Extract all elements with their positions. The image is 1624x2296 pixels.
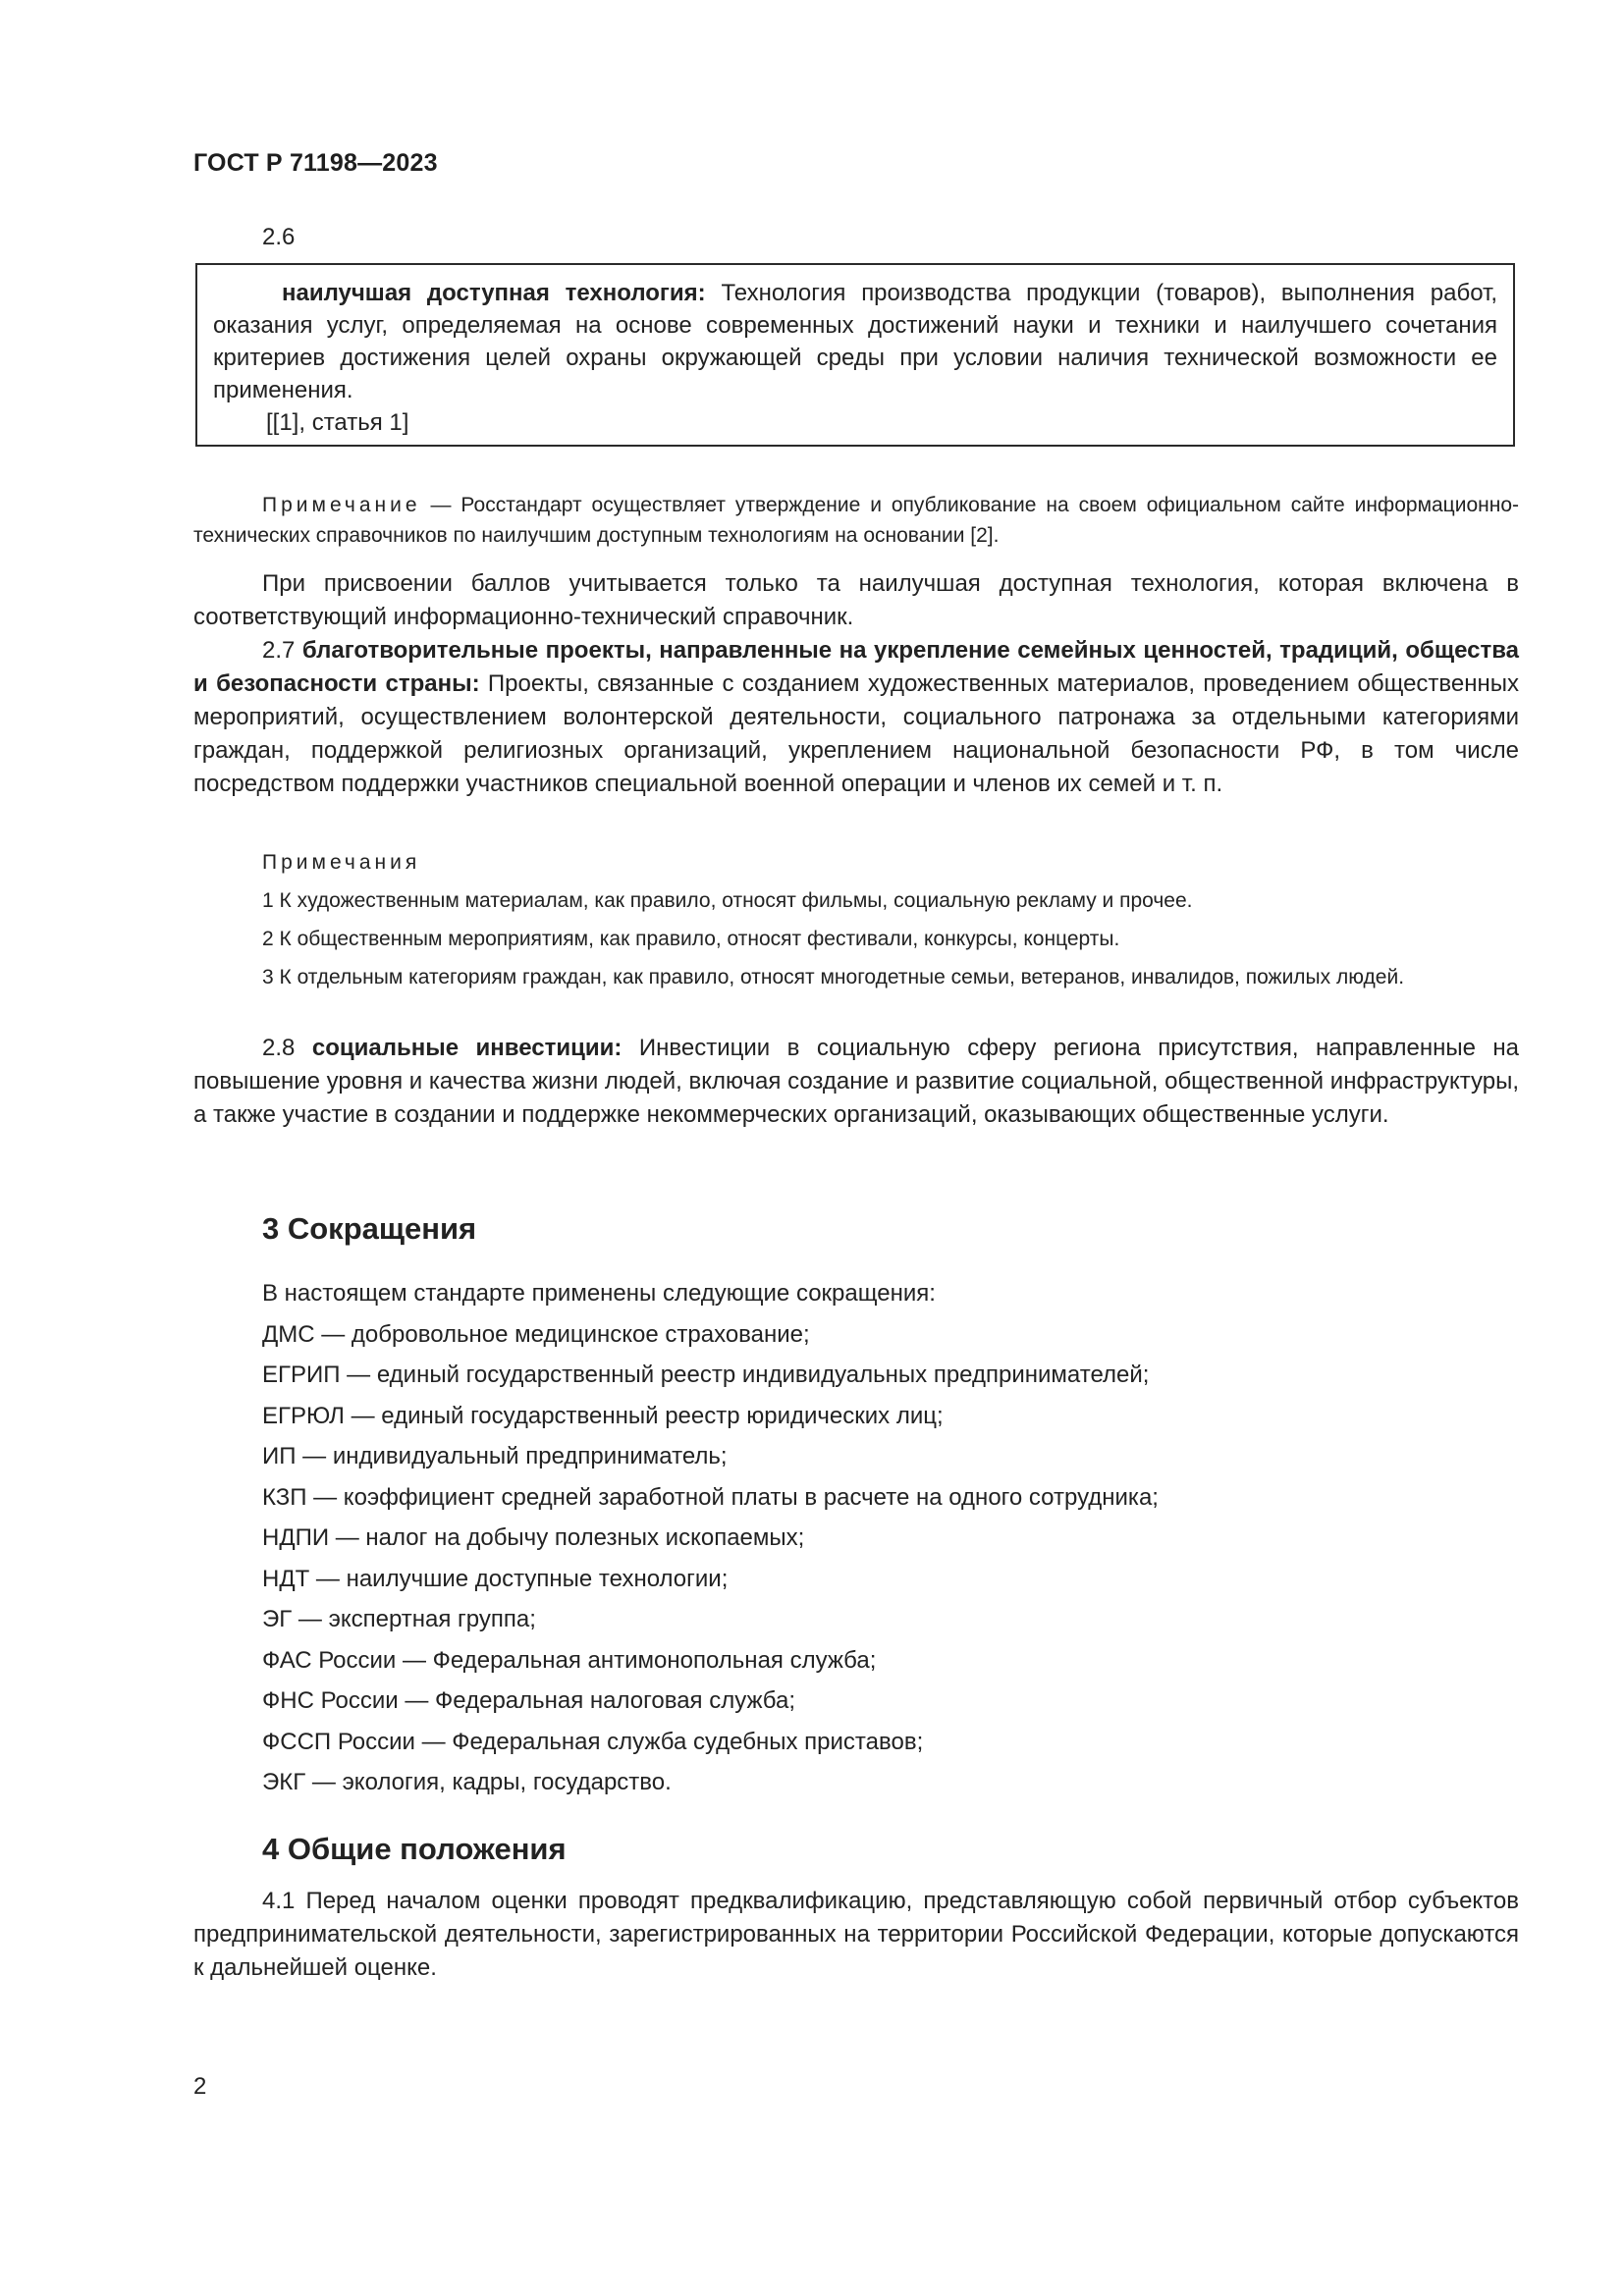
abbreviations-list bbox=[262, 1273, 1159, 1803]
notes-2-7 bbox=[193, 847, 1519, 992]
abbreviation-item: НДТ — наилучшие доступные технологии; bbox=[262, 1565, 729, 1592]
note-item: 2 К общественным мероприятиям, как правило, относят фестивали, конкурсы, концерты. bbox=[262, 928, 1120, 950]
term-number-2-6: 2.6 bbox=[262, 224, 296, 250]
term-2-7-title: благотворительные проекты, направленные на укрепление семейных ценностей, традиций, общества и безопасности страны: bbox=[193, 637, 1519, 697]
term-2-6-definition bbox=[213, 277, 1497, 406]
paragraph-4-1: 4.1 Перед началом оценки проводят предквалификацию, представляющую собой первичный отбор субъектов предпринимательской деятельности, зарегистрированных на территории Российской Федерации, которые допускаются к дальнейшей оценке. bbox=[193, 1888, 1519, 1981]
abbreviation-item: ЕГРЮЛ — единый государственный реестр юридических лиц; bbox=[262, 1402, 944, 1429]
abbreviation-item: КЗП — коэффициент средней заработной платы в расчете на одного сотрудника; bbox=[262, 1483, 1159, 1511]
section-3-heading: 3 Сокращения bbox=[262, 1211, 477, 1246]
abbreviation-item: ФССП России — Федеральная служба судебных приставов; bbox=[262, 1728, 924, 1755]
abbreviation-item: ФАС России — Федеральная антимонопольная служба; bbox=[262, 1646, 877, 1674]
abbreviation-item: ЭКГ — экология, кадры, государство. bbox=[262, 1769, 672, 1795]
note-2-6 bbox=[193, 490, 1519, 551]
term-2-8-text: Инвестиции в социальную сферу региона присутствия, направленные на повышение уровня и качества жизни людей, включая создание и развитие социальной, общественной инфраструктуры, а также участие в создании и поддержке некоммерческих организаций, оказывающих общественные услуги. bbox=[193, 1035, 1520, 1128]
term-2-7-number: 2.7 bbox=[262, 637, 302, 664]
abbreviation-item: ЕГРИП — единый государственный реестр индивидуальных предпринимателей; bbox=[262, 1362, 1150, 1388]
section-4-heading: 4 Общие положения bbox=[262, 1832, 567, 1866]
term-2-6-reference: [[1], статья 1] bbox=[266, 409, 409, 436]
notes-label: Примечания bbox=[262, 851, 421, 874]
abbreviation-item: ДМС — добровольное медицинское страхование; bbox=[262, 1320, 810, 1348]
abbreviations-intro: В настоящем стандарте применены следующие сокращения: bbox=[262, 1280, 936, 1307]
abbreviation-item: НДПИ — налог на добычу полезных ископаемых; bbox=[262, 1524, 805, 1551]
abbreviation-item: ИП — индивидуальный предприниматель; bbox=[262, 1443, 728, 1469]
abbreviation-item: ФНС России — Федеральная налоговая служба; bbox=[262, 1687, 796, 1714]
term-2-8-number: 2.8 bbox=[262, 1035, 312, 1061]
abbreviation-item: ЭГ — экспертная группа; bbox=[262, 1606, 536, 1632]
term-2-6-text: Технология производства продукции (товаров), выполнения работ, оказания услуг, определяемая на основе современных достижений науки и техники и наилучшего сочетания критериев достижения целей охраны окружающей среды при условии наличия технической возможности ее применения. bbox=[213, 280, 1498, 403]
document-header: ГОСТ Р 71198—2023 bbox=[193, 149, 438, 177]
note-item: 3 К отдельным категориям граждан, как правило, относят многодетные семьи, ветеранов, инвалидов, пожилых людей. bbox=[262, 966, 1405, 988]
note-label: Примечание bbox=[262, 494, 421, 516]
term-2-8 bbox=[193, 1032, 1519, 1132]
term-2-8-title: социальные инвестиции: bbox=[311, 1035, 623, 1061]
note-item: 1 К художественным материалам, как правило, относят фильмы, социальную рекламу и прочее. bbox=[262, 889, 1193, 912]
note-text: — Росстандарт осуществляет утверждение и опубликование на своем официальном сайте информационно-технических справочников по наилучшим доступным технологиям на основании [2]. bbox=[193, 494, 1519, 547]
term-2-7-text: Проекты, связанные с созданием художественных материалов, проведением общественных мероприятий, осуществлением волонтерской деятельности, социального патронажа за отдельными категориями граждан, поддержкой религиозных организаций, укреплением национальной безопасности РФ, в том числе посредством поддержки участников специальной военной операции и членов их семей и т. п. bbox=[193, 670, 1520, 797]
term-2-6-title: наилучшая доступная технология: bbox=[282, 280, 706, 306]
scoring-paragraph: При присвоении баллов учитывается только та наилучшая доступная технология, которая включена в соответствующий информационно-технический справочник. bbox=[193, 570, 1519, 630]
page-number: 2 bbox=[193, 2073, 207, 2100]
term-definition-box bbox=[195, 263, 1515, 447]
term-2-7 bbox=[193, 634, 1519, 801]
